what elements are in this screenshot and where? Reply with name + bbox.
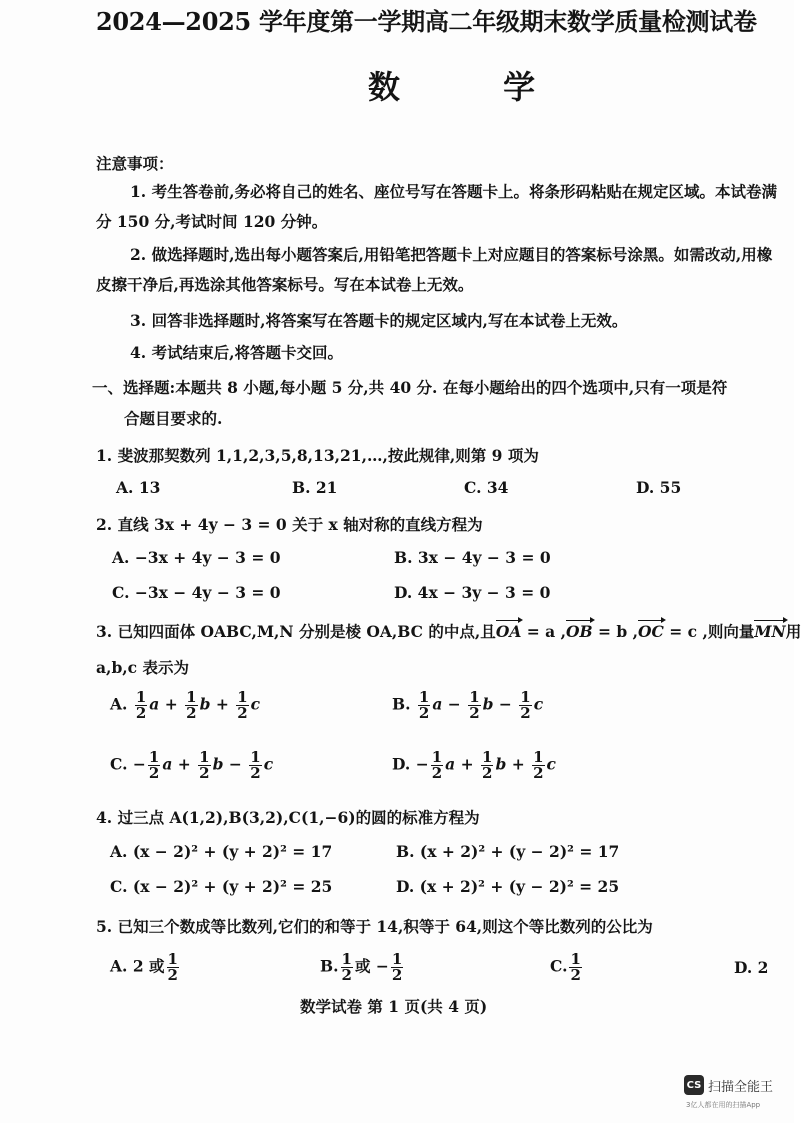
question-3-stem — [96, 620, 801, 642]
q3-stem-text: 3. 已知四面体 OABC,M,N 分别是棱 OA,BC 的中点,且 — [96, 622, 496, 641]
q2-option-a: A. −3x + 4y − 3 = 0 — [112, 548, 281, 567]
fraction-half: $\frac{1}{2}$ — [391, 950, 403, 984]
fraction-half: $\frac{1}{2}$ — [135, 688, 147, 722]
fraction-half: $\frac{1}{2}$ — [341, 950, 352, 984]
fraction-half: $\frac{1}{2}$ — [570, 950, 581, 984]
notice-item-4: 4. 考试结束后,将答题卡交回。 — [130, 343, 343, 362]
fraction-half: $\frac{1}{2}$ — [148, 748, 160, 782]
q4-option-c: C. (x − 2)² + (y + 2)² = 25 — [110, 877, 333, 896]
q3-stem-tail: 用 — [785, 622, 801, 641]
scanner-watermark — [684, 1075, 773, 1095]
q1-option-c: C. 34 — [464, 478, 509, 497]
q5-option-a: A. 2 或 $\frac{1}{2}$ — [110, 950, 178, 984]
exam-title: 2024—2025 学年度第一学期高二年级期末数学质量检测试卷 — [96, 7, 757, 36]
q3-option-b: B. $\frac{1}{2}$ a − $\frac{1}{2}$ b − $\frac{1}{2}$ c — [392, 688, 544, 722]
q3-option-d: D. − $\frac{1}{2}$ a + $\frac{1}{2}$ b + $\frac{1}{2}$ c — [392, 748, 556, 782]
q1-option-b: B. 21 — [292, 478, 338, 497]
fraction-half: $\frac{1}{2}$ — [418, 688, 430, 722]
q5-option-c: C. $\frac{1}{2}$ — [550, 950, 581, 984]
vector-ob: OB — [565, 622, 593, 641]
subject-heading: 数 学 — [368, 68, 582, 106]
watermark-slogan: 3亿人都在用的扫描App — [686, 1101, 761, 1109]
fraction-half: $\frac{1}{2}$ — [469, 688, 480, 722]
fraction-half: $\frac{1}{2}$ — [167, 950, 178, 984]
fraction-half: $\frac{1}{2}$ — [199, 748, 210, 782]
q2-option-b: B. 3x − 4y − 3 = 0 — [394, 548, 551, 567]
option-label: A. — [110, 694, 128, 714]
question-2-stem: 2. 直线 3x + 4y − 3 = 0 关于 x 轴对称的直线方程为 — [96, 515, 483, 534]
section-heading-line2: 合题目要求的. — [124, 409, 223, 428]
q2-option-d: D. 4x − 3y − 3 = 0 — [394, 583, 551, 602]
fraction-half: $\frac{1}{2}$ — [431, 748, 443, 782]
question-1-stem: 1. 斐波那契数列 1,1,2,3,5,8,13,21,…,按此规律,则第 9 项为 — [96, 446, 539, 465]
q1-option-d: D. 55 — [636, 478, 682, 497]
notice-heading: 注意事项： — [96, 154, 174, 173]
vector-oc: OC — [638, 622, 664, 641]
option-label: B. — [392, 694, 411, 714]
q4-option-d: D. (x + 2)² + (y − 2)² = 25 — [396, 877, 620, 896]
notice-item-2: 2. 做选择题时,选出每小题答案后,用铅笔把答题卡上对应题目的答案标号涂黑。如需改动,用橡皮擦干净后,再选涂其他答案标号。写在本试卷上无效。 — [96, 245, 773, 294]
fraction-half: $\frac{1}{2}$ — [237, 688, 248, 722]
fraction-half: $\frac{1}{2}$ — [533, 748, 544, 782]
notice-item-3: 3. 回答非选择题时,将答案写在答题卡的规定区域内,写在本试卷上无效。 — [130, 311, 628, 330]
camscanner-icon: CS — [684, 1075, 704, 1095]
vector-oa: OA — [495, 622, 522, 641]
page-footer: 数学试卷 第 1 页(共 4 页) — [300, 997, 488, 1016]
q5-option-d: D. 2 — [734, 958, 769, 977]
option-label: D. — [392, 754, 411, 774]
fraction-half: $\frac{1}{2}$ — [250, 748, 261, 782]
q1-option-a: A. 13 — [116, 478, 161, 497]
q3-option-c: C. − $\frac{1}{2}$ a + $\frac{1}{2}$ b − $\frac{1}{2}$ c — [110, 748, 274, 782]
q5-option-b: B. $\frac{1}{2}$ 或 − $\frac{1}{2}$ — [320, 950, 403, 984]
notice-item-1: 1. 考生答卷前,务必将自己的姓名、座位号写在答题卡上。将条形码粘贴在规定区域。本试卷满分 150 分,考试时间 120 分钟。 — [96, 182, 777, 231]
q4-option-a: A. (x − 2)² + (y + 2)² = 17 — [110, 842, 333, 861]
question-5-stem: 5. 已知三个数成等比数列,它们的和等于 14,积等于 64,则这个等比数列的公比为 — [96, 917, 653, 936]
question-4-stem: 4. 过三点 A(1,2),B(3,2),C(1,−6)的圆的标准方程为 — [96, 808, 480, 827]
fraction-half: $\frac{1}{2}$ — [186, 688, 197, 722]
fraction-half: $\frac{1}{2}$ — [482, 748, 493, 782]
q4-option-b: B. (x + 2)² + (y − 2)² = 17 — [396, 842, 620, 861]
watermark-name: 扫描全能王 — [708, 1079, 774, 1095]
fraction-half: $\frac{1}{2}$ — [520, 688, 531, 722]
vector-mn: MN — [754, 622, 786, 641]
q3-eq-a: = a , — [521, 622, 566, 641]
option-label: C. — [110, 754, 128, 774]
q2-option-c: C. −3x − 4y − 3 = 0 — [112, 583, 281, 602]
q3-eq-b: = b , — [592, 622, 638, 641]
q3-eq-c: = c ,则向量 — [663, 622, 755, 641]
section-heading-line1: 一、选择题:本题共 8 小题,每小题 5 分,共 40 分. 在每小题给出的四个选项中,只有一项是符 — [92, 378, 728, 397]
q3-option-a: A. $\frac{1}{2}$ a + $\frac{1}{2}$ b + $\frac{1}{2}$ c — [110, 688, 261, 722]
question-3-stem-line2: a,b,c 表示为 — [96, 658, 190, 677]
